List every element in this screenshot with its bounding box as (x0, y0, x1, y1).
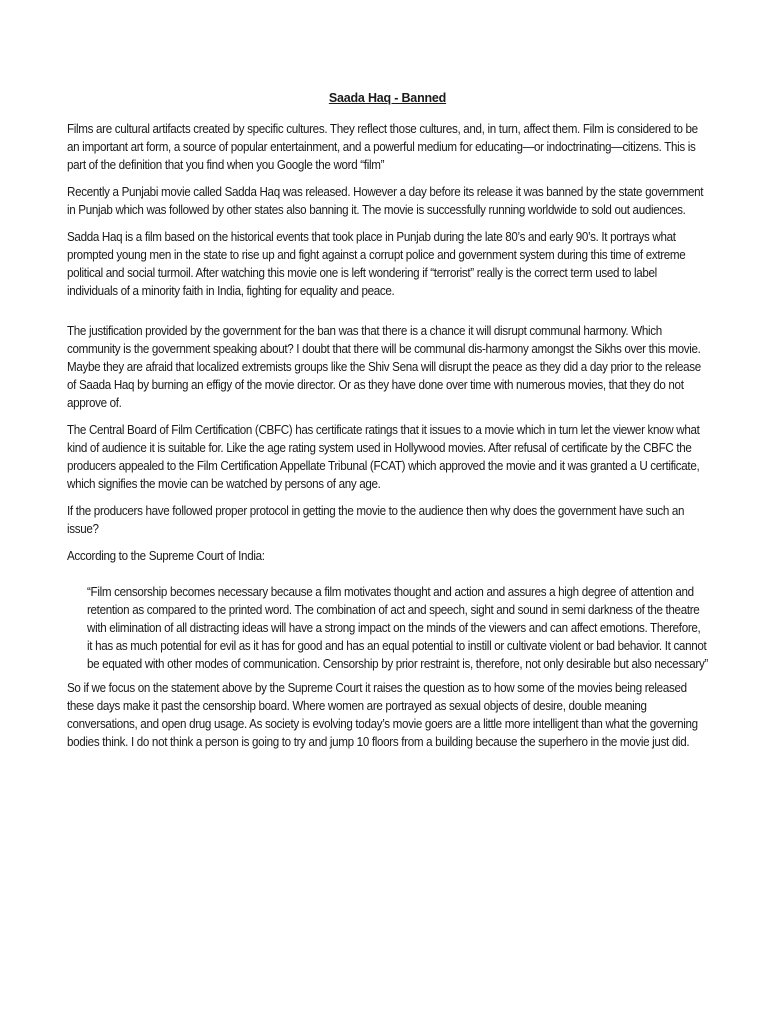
supreme-court-quote: “Film censorship becomes necessary because a film motivates thought and action and assures a high degree of attention and retention as compared to the printed word. The combination of act and speech, sight and sound in semi darkness of the theatre with elimination of all distracting ideas will have a strong impact on the minds of the viewers and can affect emotions. Therefore, it has as much potential for evil as it has for good and has an equal potential to instill or cultivate violent or bad behavior. It cannot be equated with other modes of communication. Censorship by prior restraint is, therefore, not only desirable but also necessary” (87, 585, 708, 671)
paragraph-film-plot: Sadda Haq is a film based on the historical events that took place in Punjab during the late 80’s and early 90’s. It portrays what prompted young men in the state to rise up and fight against a corrupt police and government system during this time of extreme political and social turmoil. After watching this movie one is left wondering if “terrorist” really is the correct term used to label individuals of a minority faith in India, fighting for equality and peace. (67, 230, 686, 298)
document-title: Saada Haq - Banned (328, 91, 447, 105)
paragraph-supreme-court-intro: According to the Supreme Court of India: (67, 549, 265, 563)
paragraph-closing: So if we focus on the statement above by the Supreme Court it raises the question as to how some of the movies being released these days make it past the censorship board. Where women are portrayed as sexual objects of desire, double meaning conversations, and open drug usage. As society is evolving today’s movie goers are a little more intelligent than what the governing bodies think. I do not think a person is going to try and jump 10 floors from a building because the superhero in the movie just did. (67, 681, 698, 749)
paragraph-cbfc: The Central Board of Film Certification (CBFC) has certificate ratings that it issues to a movie which in turn let the viewer know what kind of audience it is suitable for. Like the age rating system used in Hollywood movies. After refusal of certificate by the CBFC the producers appealed to the Film Certification Appellate Tribunal (FCAT) which approved the movie and it was granted a U certificate, which signifies the movie can be watched by persons of any age. (67, 423, 700, 491)
paragraph-justification: The justification provided by the government for the ban was that there is a chance it will disrupt communal harmony. Which community is the government speaking about? I doubt that there will be communal dis-harmony amongst the Sikhs over this movie. Maybe they are afraid that localized extremists groups like the Shiv Sena will disrupt the peace as they did a day prior to the release of Saada Haq by burning an effigy of the movie director. Or as they have done over time with numerous movies, that they do not approve of. (67, 324, 701, 410)
paragraph-release-ban: Recently a Punjabi movie called Sadda Haq was released. However a day before its release it was banned by the state government in Punjab which was followed by other states also banning it. The movie is successfully running worldwide to sold out audiences. (67, 185, 704, 217)
paragraph-film-definition: Films are cultural artifacts created by specific cultures. They reflect those cultures, and, in turn, affect them. Film is considered to be an important art form, a source of popular entertainment, and a powerful medium for educating—or indoctrinating—citizens. This is part of the definition that you find when you Google the word “film” (67, 122, 698, 172)
quote-spacer (67, 574, 708, 583)
paragraph-spacer (67, 309, 708, 322)
paragraph-protocol-question: If the producers have followed proper protocol in getting the movie to the audience then why does the government have such an issue? (67, 504, 685, 536)
